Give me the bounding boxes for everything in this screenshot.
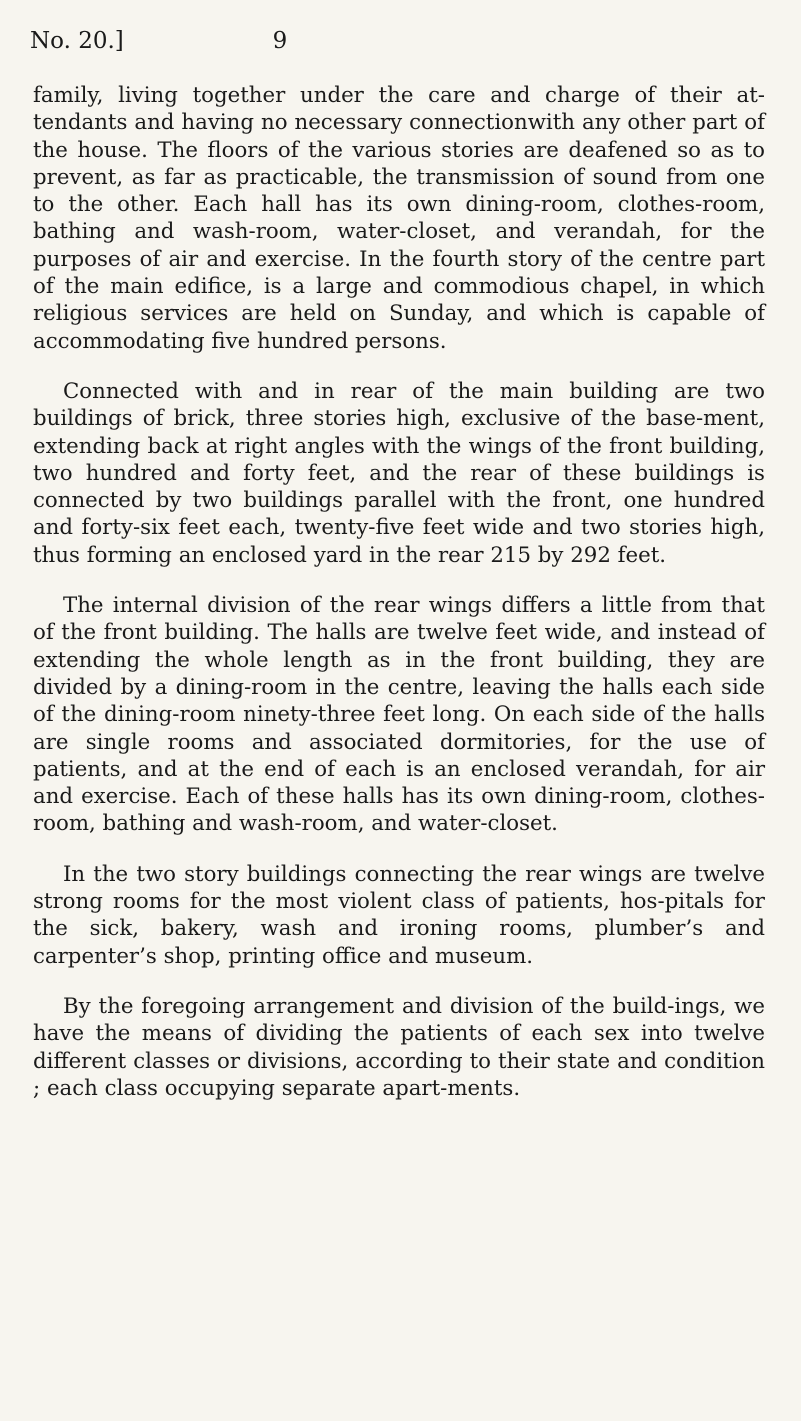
body-text [33,82,765,1102]
paragraph-4: In the two story buildings connecting the rear wings are twelve strong rooms for the most violent class of patients, hos-pitals for the sick, bakery, wash and ironing rooms, plumber’s and carpenter’s shop, printing office and museum. [33,861,765,969]
paragraph-3: The internal division of the rear wings differs a little from that of the front building. The halls are twelve feet wide, and instead of extending the whole length as in the front building, they are divided by a dining-room in the centre, leaving the halls each side of the dining-room ninety-three feet long. On each side of the halls are single rooms and associated dormitories, for the use of patients, and at the end of each is an enclosed verandah, for air and exercise. Each of these halls has its own dining-room, clothes-room, bathing and wash-room, and water-closet. [33,593,765,837]
paragraph-5: By the foregoing arrangement and division of the build-ings, we have the means of dividing the patients of each sex into twelve different classes or divisions, according to their state and condition ; each class occupying separate apart-ments. [33,993,765,1101]
issue-number: No. 20.] [30,28,124,54]
page-number: 9 [272,28,288,54]
running-head [30,28,770,64]
paragraph-2: Connected with and in rear of the main building are two buildings of brick, three stories high, exclusive of the base-ment, extending back at right angles with the wings of the front building, two hundred and forty feet, and the rear of these buildings is connected by two buildings parallel with the front, one hundred and forty-six feet each, twenty-five feet wide and two stories high, thus forming an enclosed yard in the rear 215 by 292 feet. [33,378,765,568]
paragraph-1: family, living together under the care and charge of their at-tendants and having no necessary connectionwith any other part of the house. The floors of the various stories are deafened so as to prevent, as far as practicable, the transmission of sound from one to the other. Each hall has its own dining-room, clothes-room, bathing and wash-room, water-closet, and verandah, for the purposes of air and exercise. In the fourth story of the centre part of the main edifice, is a large and commodious chapel, in which religious services are held on Sunday, and which is capable of accommodating five hundred persons. [33,83,765,354]
